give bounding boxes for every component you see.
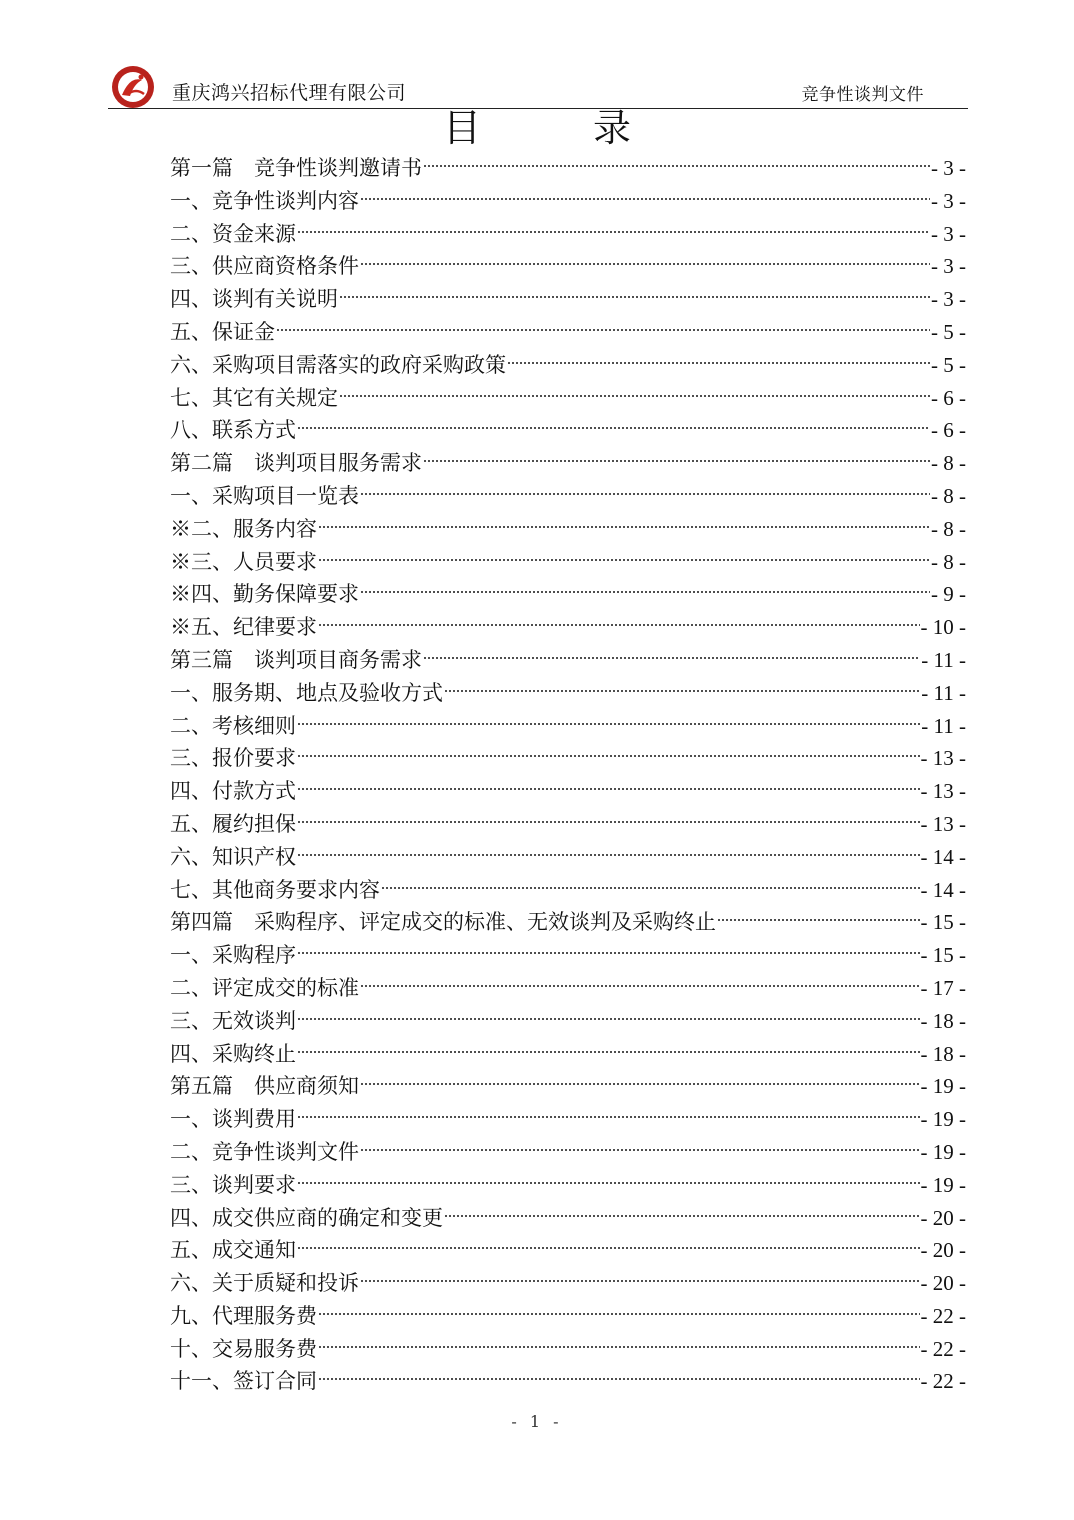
toc-entry[interactable] — [170, 808, 966, 841]
toc-entry-page: - 3 - — [931, 287, 966, 312]
toc-entry-page: - 3 - — [931, 221, 966, 246]
toc-entry[interactable] — [170, 775, 966, 808]
toc-entry-label: 四、成交供应商的确定和变更 — [170, 1205, 443, 1230]
toc-entry-page: - 3 - — [931, 188, 966, 213]
toc-dot-leader — [360, 590, 930, 594]
toc-entry[interactable] — [170, 972, 966, 1005]
toc-entry[interactable] — [170, 1005, 966, 1038]
toc-entry-label: 二、资金来源 — [170, 221, 296, 246]
toc-entry-page: - 22 - — [920, 1369, 966, 1394]
toc-entry[interactable] — [170, 349, 966, 382]
toc-entry-page: - 11 - — [921, 680, 966, 705]
toc-entry-page: - 19 - — [920, 1172, 966, 1197]
toc-dot-leader — [444, 689, 920, 693]
toc-dot-leader — [276, 328, 930, 332]
toc-entry-label: 四、付款方式 — [170, 779, 296, 804]
toc-entry-label: 一、采购项目一览表 — [170, 483, 359, 508]
toc-entry-label: 一、采购程序 — [170, 943, 296, 968]
toc-dot-leader — [297, 820, 920, 824]
toc-entry-label: 六、关于质疑和投诉 — [170, 1271, 359, 1296]
toc-entry-label: 二、考核细则 — [170, 713, 296, 738]
page-number: - 1 - — [511, 1412, 563, 1431]
toc-entry-label: 第四篇 采购程序、评定成交的标准、无效谈判及采购终止 — [170, 910, 716, 935]
toc-entry-label: ※三、人员要求 — [170, 549, 317, 574]
toc-entry-label: ※五、纪律要求 — [170, 615, 317, 640]
toc-entry[interactable] — [170, 447, 966, 480]
table-of-contents — [170, 152, 966, 1398]
toc-dot-leader — [360, 492, 930, 496]
toc-entry[interactable] — [170, 1169, 966, 1202]
toc-entry[interactable] — [170, 546, 966, 579]
toc-entry-label: 三、谈判要求 — [170, 1172, 296, 1197]
toc-entry-page: - 18 - — [920, 1008, 966, 1033]
toc-entry[interactable] — [170, 677, 966, 710]
toc-entry-page: - 10 - — [920, 615, 966, 640]
toc-dot-leader — [297, 1181, 920, 1185]
toc-dot-leader — [297, 1050, 920, 1054]
toc-entry[interactable] — [170, 841, 966, 874]
toc-entry[interactable] — [170, 1103, 966, 1136]
toc-entry-page: - 15 - — [920, 910, 966, 935]
toc-entry-page: - 17 - — [920, 975, 966, 1000]
toc-entry[interactable] — [170, 710, 966, 743]
toc-dot-leader — [360, 1279, 920, 1283]
toc-entry-page: - 5 - — [931, 319, 966, 344]
toc-entry-page: - 19 - — [920, 1107, 966, 1132]
toc-entry[interactable] — [170, 218, 966, 251]
toc-dot-leader — [297, 722, 920, 726]
toc-dot-leader — [339, 394, 930, 398]
toc-entry-page: - 20 - — [920, 1271, 966, 1296]
toc-entry-page: - 14 - — [920, 844, 966, 869]
toc-dot-leader — [297, 754, 920, 758]
toc-entry-page: - 20 - — [920, 1238, 966, 1263]
toc-dot-leader — [318, 525, 930, 529]
toc-entry-label: 第三篇 谈判项目商务需求 — [170, 647, 422, 672]
toc-entry-label: 一、服务期、地点及验收方式 — [170, 680, 443, 705]
toc-entry-label: 十一、签订合同 — [170, 1369, 317, 1394]
toc-dot-leader — [318, 1377, 920, 1381]
toc-entry[interactable] — [170, 1267, 966, 1300]
toc-entry[interactable] — [170, 1300, 966, 1333]
toc-dot-leader — [717, 918, 920, 922]
toc-entry-page: - 3 - — [931, 156, 966, 180]
toc-entry-label: 二、竞争性谈判文件 — [170, 1139, 359, 1164]
toc-entry-page: - 11 - — [921, 713, 966, 738]
toc-dot-leader — [444, 1214, 920, 1218]
toc-entry-page: - 8 - — [931, 549, 966, 574]
toc-entry[interactable] — [170, 1234, 966, 1267]
toc-dot-leader — [360, 197, 930, 201]
toc-entry[interactable] — [170, 1202, 966, 1235]
toc-entry-page: - 13 - — [920, 746, 966, 771]
toc-entry-page: - 6 - — [931, 385, 966, 410]
toc-entry[interactable] — [170, 1038, 966, 1071]
toc-entry-label: 八、联系方式 — [170, 418, 296, 443]
company-name: 重庆鸿兴招标代理有限公司 — [172, 82, 407, 104]
toc-title: 目 录 — [442, 106, 682, 150]
toc-dot-leader — [297, 1017, 920, 1021]
toc-entry-page: - 22 - — [920, 1303, 966, 1328]
toc-entry-label: 五、成交通知 — [170, 1238, 296, 1263]
toc-dot-leader — [318, 1345, 920, 1349]
toc-entry-page: - 11 - — [921, 647, 966, 672]
toc-entry[interactable] — [170, 480, 966, 513]
toc-entry-page: - 22 - — [920, 1336, 966, 1361]
toc-entry-label: 七、其它有关规定 — [170, 385, 338, 410]
toc-entry-page: - 13 - — [920, 811, 966, 836]
toc-entry[interactable] — [170, 611, 966, 644]
toc-dot-leader — [297, 1115, 920, 1119]
toc-entry[interactable] — [170, 644, 966, 677]
toc-entry-label: 一、竞争性谈判内容 — [170, 188, 359, 213]
toc-dot-leader — [360, 1082, 920, 1086]
toc-entry-label: 第一篇 竞争性谈判邀请书 — [170, 156, 422, 180]
toc-entry-label: 三、供应商资格条件 — [170, 254, 359, 279]
toc-entry-page: - 13 - — [920, 779, 966, 804]
toc-entry-label: 三、无效谈判 — [170, 1008, 296, 1033]
toc-dot-leader — [423, 459, 930, 463]
toc-entry[interactable] — [170, 152, 966, 185]
toc-entry-label: 三、报价要求 — [170, 746, 296, 771]
document-type: 竞争性谈判文件 — [801, 85, 924, 105]
toc-entry-page: - 18 - — [920, 1041, 966, 1066]
toc-entry[interactable] — [170, 939, 966, 972]
toc-entry[interactable] — [170, 382, 966, 415]
toc-dot-leader — [318, 623, 920, 627]
toc-dot-leader — [318, 558, 930, 562]
toc-entry-label: 五、保证金 — [170, 319, 275, 344]
toc-entry[interactable] — [170, 513, 966, 546]
toc-entry-page: - 19 - — [920, 1139, 966, 1164]
toc-entry-label: 第二篇 谈判项目服务需求 — [170, 451, 422, 476]
toc-entry-page: - 14 - — [920, 877, 966, 902]
toc-entry-page: - 6 - — [931, 418, 966, 443]
toc-entry-label: 六、知识产权 — [170, 844, 296, 869]
toc-entry-label: 四、谈判有关说明 — [170, 287, 338, 312]
toc-entry-page: - 20 - — [920, 1205, 966, 1230]
toc-entry[interactable] — [170, 414, 966, 447]
toc-entry-page: - 9 - — [931, 582, 966, 607]
toc-entry-label: 九、代理服务费 — [170, 1303, 317, 1328]
toc-dot-leader — [297, 426, 930, 430]
toc-entry[interactable] — [170, 250, 966, 283]
page-header — [108, 62, 968, 109]
toc-dot-leader — [297, 787, 920, 791]
toc-entry[interactable] — [170, 283, 966, 316]
toc-entry[interactable] — [170, 742, 966, 775]
toc-dot-leader — [423, 656, 920, 660]
toc-entry-label: 六、采购项目需落实的政府采购政策 — [170, 352, 506, 377]
toc-dot-leader — [423, 164, 930, 168]
toc-entry-label: 五、履约担保 — [170, 811, 296, 836]
toc-entry[interactable] — [170, 1333, 966, 1366]
toc-entry[interactable] — [170, 1365, 966, 1398]
toc-dot-leader — [381, 886, 920, 890]
toc-entry-label: ※四、勤务保障要求 — [170, 582, 359, 607]
toc-dot-leader — [360, 984, 920, 988]
toc-dot-leader — [297, 951, 920, 955]
toc-entry-label: 一、谈判费用 — [170, 1107, 296, 1132]
toc-dot-leader — [297, 1246, 920, 1250]
toc-dot-leader — [339, 295, 930, 299]
toc-entry-page: - 8 - — [931, 483, 966, 508]
toc-dot-leader — [297, 230, 930, 234]
toc-entry[interactable] — [170, 1070, 966, 1103]
toc-dot-leader — [297, 853, 920, 857]
toc-entry[interactable] — [170, 185, 966, 218]
toc-entry[interactable] — [170, 874, 966, 907]
toc-entry-page: - 15 - — [920, 943, 966, 968]
toc-entry-label: 七、其他商务要求内容 — [170, 877, 380, 902]
toc-entry-label: ※二、服务内容 — [170, 516, 317, 541]
toc-dot-leader — [360, 1148, 920, 1152]
toc-entry-page: - 3 - — [931, 254, 966, 279]
toc-dot-leader — [360, 262, 930, 266]
toc-dot-leader — [318, 1312, 920, 1316]
toc-entry-page: - 19 - — [920, 1074, 966, 1099]
toc-entry[interactable] — [170, 906, 966, 939]
toc-entry-page: - 5 - — [931, 352, 966, 377]
toc-dot-leader — [507, 361, 930, 365]
toc-entry[interactable] — [170, 1136, 966, 1169]
toc-entry[interactable] — [170, 316, 966, 349]
toc-entry-page: - 8 - — [931, 516, 966, 541]
toc-entry-page: - 8 - — [931, 451, 966, 476]
toc-entry-label: 二、评定成交的标准 — [170, 975, 359, 1000]
toc-entry-label: 四、采购终止 — [170, 1041, 296, 1066]
toc-entry-label: 十、交易服务费 — [170, 1336, 317, 1361]
toc-entry[interactable] — [170, 578, 966, 611]
toc-entry-label: 第五篇 供应商须知 — [170, 1074, 359, 1099]
